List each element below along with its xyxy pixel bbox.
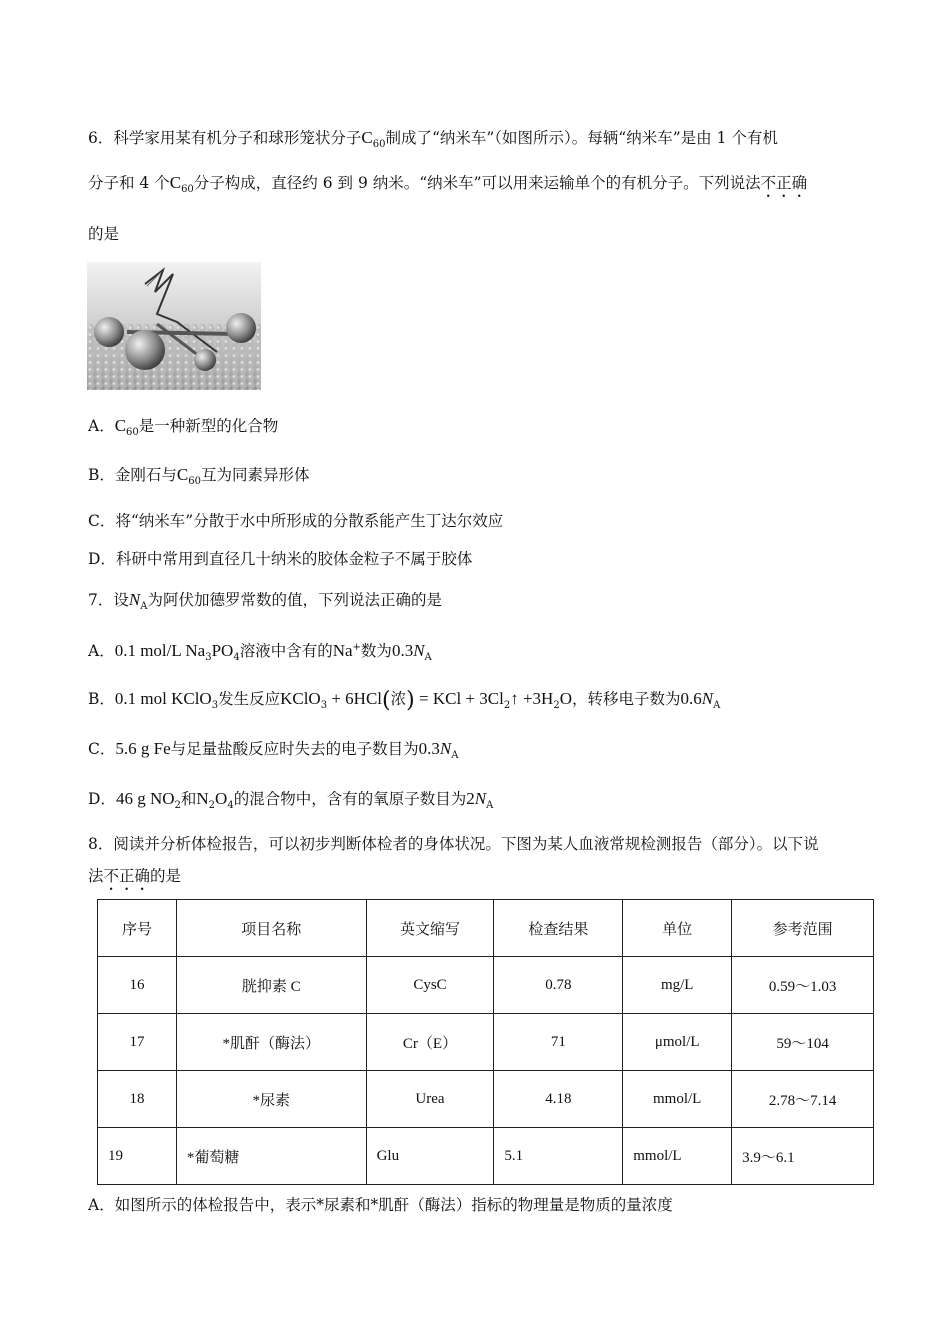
table-cell: 胱抑素 C	[176, 957, 366, 1014]
table-cell: mmol/L	[623, 1071, 732, 1128]
q7-stem: 7．设$N_A$为阿伏加德罗常数的值，下列说法正确的是	[88, 590, 442, 612]
table-cell: 18	[98, 1071, 177, 1128]
table-cell: *肌酐（酶法）	[176, 1014, 366, 1071]
table-cell: CysC	[366, 957, 494, 1014]
table-cell: 59～104	[732, 1014, 874, 1071]
table-row	[98, 957, 874, 1014]
table-cell: 3.9～6.1	[732, 1128, 874, 1185]
table-row	[98, 1071, 874, 1128]
q6-option-b: B．金刚石与$C_{60}$互为同素异形体	[88, 465, 310, 487]
header-cell: 参考范围	[732, 900, 874, 957]
table-cell: mmol/L	[623, 1128, 732, 1185]
q8-stem-line2: 法不正确的是	[88, 867, 182, 885]
q7-option-b: B．0.1 mol KClO$_3$发生反应KClO$_3$ + 6HCl(浓) = KCl + $3Cl_2↑ +3H_2O$，转移电子数为$0.6N_A$	[88, 688, 721, 713]
emphasis-not-correct: 不正确	[103, 867, 151, 885]
table-cell: Cr（E）	[366, 1014, 494, 1071]
table-cell: Urea	[366, 1071, 494, 1128]
table-cell: 2.78～7.14	[732, 1071, 874, 1128]
blood-report-table	[97, 899, 874, 1185]
table-cell: 17	[98, 1014, 177, 1071]
table-cell: 16	[98, 957, 177, 1014]
q8-stem-line1: 8．阅读并分析体检报告，可以初步判断体检者的身体状况。下图为某人血液常规检测报告（部分）。以下说	[88, 835, 819, 853]
header-cell: 项目名称	[176, 900, 366, 957]
table-cell: 0.59～1.03	[732, 957, 874, 1014]
table-cell: 4.18	[494, 1071, 623, 1128]
nanocar-image	[87, 262, 261, 390]
q8-option-a: A．如图所示的体检报告中，表示*尿素和*肌酐（酶法）指标的物理量是物质的量浓度	[88, 1196, 673, 1214]
header-cell: 序号	[98, 900, 177, 957]
table-cell: μmol/L	[623, 1014, 732, 1071]
q6-stem-line3: 的是	[88, 225, 120, 243]
table-cell: 5.1	[494, 1128, 623, 1185]
table-cell: 19	[98, 1128, 177, 1185]
table-cell: *葡萄糖	[176, 1128, 366, 1185]
header-cell: 检查结果	[494, 900, 623, 957]
q6-stem-line2: 分子和 4 个$C_{60}$分子构成，直径约 6 到 9 纳米。“纳米车”可以用来运输单个的有机分子。下列说法不正确	[88, 173, 808, 195]
table-header-row	[98, 900, 874, 957]
header-cell: 单位	[623, 900, 732, 957]
table-cell: 71	[494, 1014, 623, 1071]
table-cell: Glu	[366, 1128, 494, 1185]
table-cell: *尿素	[176, 1071, 366, 1128]
table-row	[98, 1128, 874, 1185]
table-row	[98, 1014, 874, 1071]
emphasis-not-correct: 不正确	[760, 174, 808, 192]
q6-option-a: A．$C_{60}$是一种新型的化合物	[88, 416, 279, 438]
table-cell: 0.78	[494, 957, 623, 1014]
table-cell: mg/L	[623, 957, 732, 1014]
q7-option-d: D．46 g $NO_2$和$N_2O_4$的混合物中，含有的氧原子数目为$2N_A$	[88, 789, 494, 811]
q6-option-d: D．科研中常用到直径几十纳米的胶体金粒子不属于胶体	[88, 550, 473, 568]
q6-stem-line1: 6．科学家用某有机分子和球形笼状分子$C_{60}$制成了“纳米车”（如图所示）。每辆“纳米车”是由 1 个有机	[88, 128, 778, 150]
header-cell: 英文缩写	[366, 900, 494, 957]
q6-option-c: C．将“纳米车”分散于水中所形成的分散系能产生丁达尔效应	[88, 512, 504, 530]
q7-option-c: C．5.6 g Fe与足量盐酸反应时失去的电子数目为$0.3N_A$	[88, 739, 459, 761]
q7-option-a: A．0.1 mol/L $Na_3PO_4$溶液中含有的Na+数为$0.3N_A$	[88, 641, 432, 663]
